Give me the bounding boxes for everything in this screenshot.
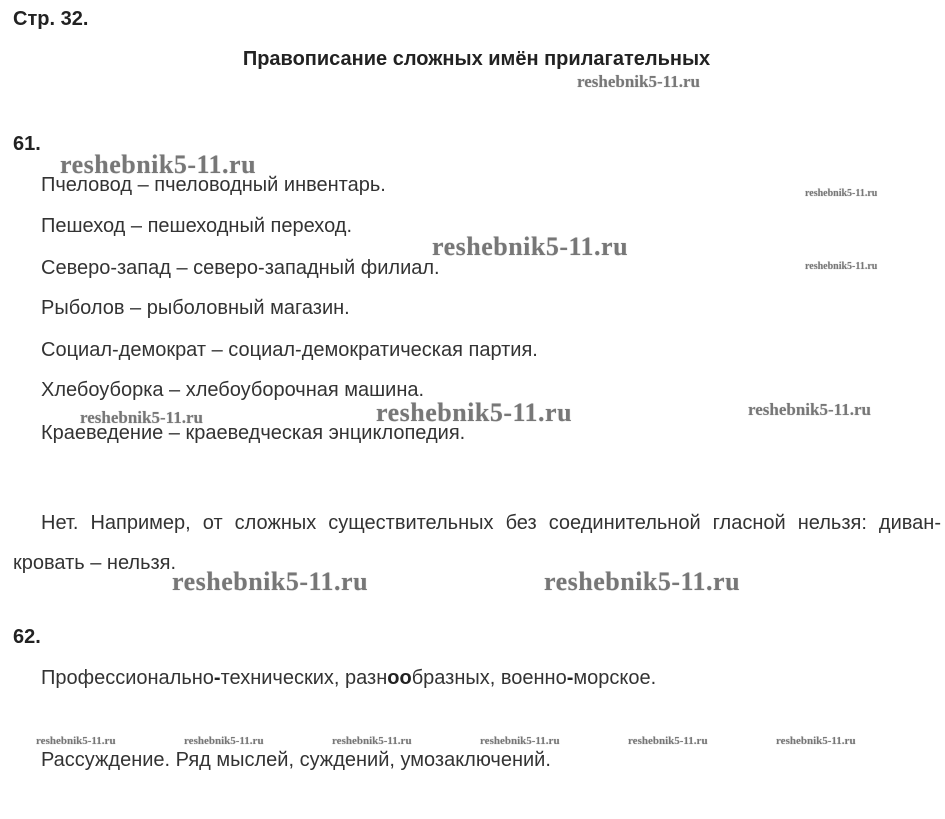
watermark: reshebnik5-11.ru [544,567,741,596]
exercise-61-number: 61. [13,133,41,155]
exercise-61-line: Краеведение – краеведческая энциклопедия. [41,422,466,444]
answer-part: технических, разн [220,667,388,689]
highlighted-hyphen: - [566,667,574,689]
exercise-62-line: Рассуждение. Ряд мыслей, суждений, умозаключений. [41,749,551,771]
watermark: reshebnik5-11.ru [776,735,856,747]
watermark: reshebnik5-11.ru [172,567,369,596]
section-title: Правописание сложных имён прилагательных [242,48,711,70]
exercise-61-line: Пешеход – пешеходный переход. [41,215,352,237]
watermark: reshebnik5-11.ru [805,188,878,199]
watermark: reshebnik5-11.ru [80,408,203,427]
watermark: reshebnik5-11.ru [332,735,412,747]
exercise-62-answer [41,667,656,690]
page-label: Стр. 32. [13,8,89,30]
answer-part: бразных, военно [411,667,567,689]
watermark: reshebnik5-11.ru [628,735,708,747]
exercise-61-line: Социал-демократ – социал-демократическая партия. [41,339,538,361]
exercise-61-line: Северо-запад – северо-западный филиал. [41,257,440,279]
exercise-61-note: Нет. Например, от сложных существительных без соединительной гласной нельзя: диван-кровать – нельзя. [13,512,941,574]
watermark: reshebnik5-11.ru [805,261,878,272]
watermark: reshebnik5-11.ru [480,735,560,747]
watermark: reshebnik5-11.ru [60,150,257,179]
highlighted-vowels: оо [387,667,412,689]
highlighted-hyphen: - [213,667,221,689]
watermark: reshebnik5-11.ru [577,72,700,91]
answer-part: Профессионально [41,667,214,689]
watermark: reshebnik5-11.ru [432,232,629,261]
exercise-61-line: Хлебоуборка – хлебоуборочная машина. [41,379,425,401]
watermark: reshebnik5-11.ru [376,398,573,427]
exercise-62-number: 62. [13,626,41,648]
watermark: reshebnik5-11.ru [184,735,264,747]
exercise-61-line: Пчеловод – пчеловодный инвентарь. [41,174,386,196]
answer-part: морское. [573,667,657,689]
exercise-61-line: Рыболов – рыболовный магазин. [41,297,350,319]
watermark: reshebnik5-11.ru [36,735,116,747]
watermark: reshebnik5-11.ru [748,400,871,419]
